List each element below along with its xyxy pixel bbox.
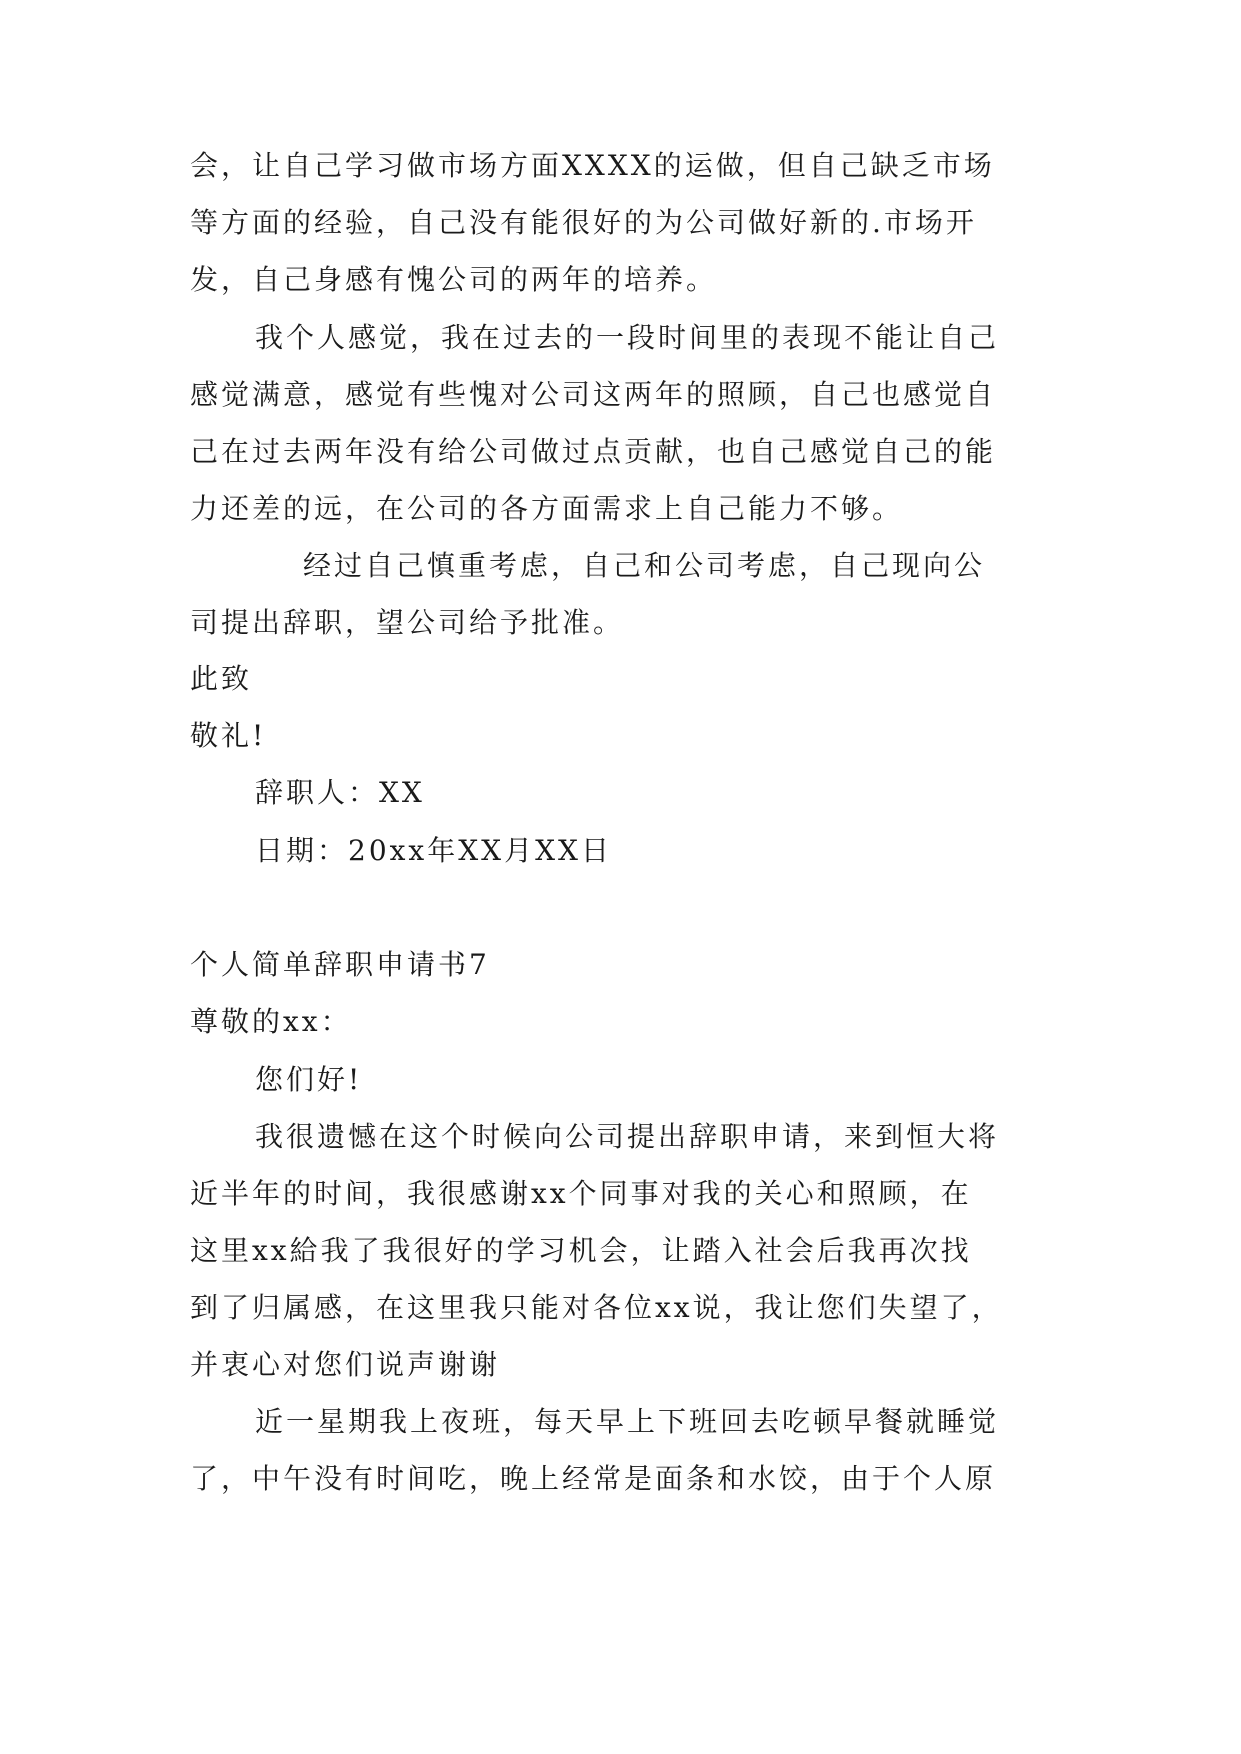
greeting-line: 您们好! xyxy=(255,1063,363,1096)
salutation-line: 敬礼! xyxy=(190,719,267,752)
signature-name: 辞职人：XX xyxy=(255,776,425,809)
greeting-line: 尊敬的xx： xyxy=(190,1005,352,1038)
paragraph-line: 发，自己身感有愧公司的两年的培养。 xyxy=(190,263,718,296)
paragraph-line: 近一星期我上夜班，每天早上下班回去吃顿早餐就睡觉 xyxy=(255,1405,1000,1438)
paragraph-line: 等方面的经验，自己没有能很好的为公司做好新的.市场开 xyxy=(190,206,977,239)
paragraph-line: 了，中午没有时间吃，晚上经常是面条和水饺，由于个人原 xyxy=(190,1462,997,1495)
paragraph-line: 司提出辞职，望公司给予批准。 xyxy=(190,606,625,639)
paragraph-line: 我很遗憾在这个时候向公司提出辞职申请，来到恒大将 xyxy=(255,1120,1000,1153)
paragraph-line: 经过自己慎重考虑，自己和公司考虑，自己现向公 xyxy=(303,549,986,582)
paragraph-line: 我个人感觉，我在过去的一段时间里的表现不能让自己 xyxy=(255,321,1000,354)
paragraph-line: 会，让自己学习做市场方面XXXX的运做，但自己缺乏市场 xyxy=(190,149,995,182)
section-title: 个人简单辞职申请书7 xyxy=(190,948,490,981)
closing-line: 此致 xyxy=(190,662,253,695)
paragraph-line: 并衷心对您们说声谢谢 xyxy=(190,1348,501,1381)
paragraph-line: 到了归属感，在这里我只能对各位xx说，我让您们失望了， xyxy=(190,1291,1003,1324)
paragraph-line: 感觉满意，感觉有些愧对公司这两年的照顾，自己也感觉自 xyxy=(190,378,997,411)
paragraph-line: 这里xx給我了我很好的学习机会，让踏入社会后我再次找 xyxy=(190,1234,972,1267)
signature-date: 日期：20xx年XX月XX日 xyxy=(255,834,612,867)
paragraph-line: 近半年的时间，我很感谢xx个同事对我的关心和照顾，在 xyxy=(190,1177,972,1210)
paragraph-line: 力还差的远，在公司的各方面需求上自己能力不够。 xyxy=(190,492,904,525)
paragraph-line: 己在过去两年没有给公司做过点贡献，也自己感觉自己的能 xyxy=(190,435,997,468)
